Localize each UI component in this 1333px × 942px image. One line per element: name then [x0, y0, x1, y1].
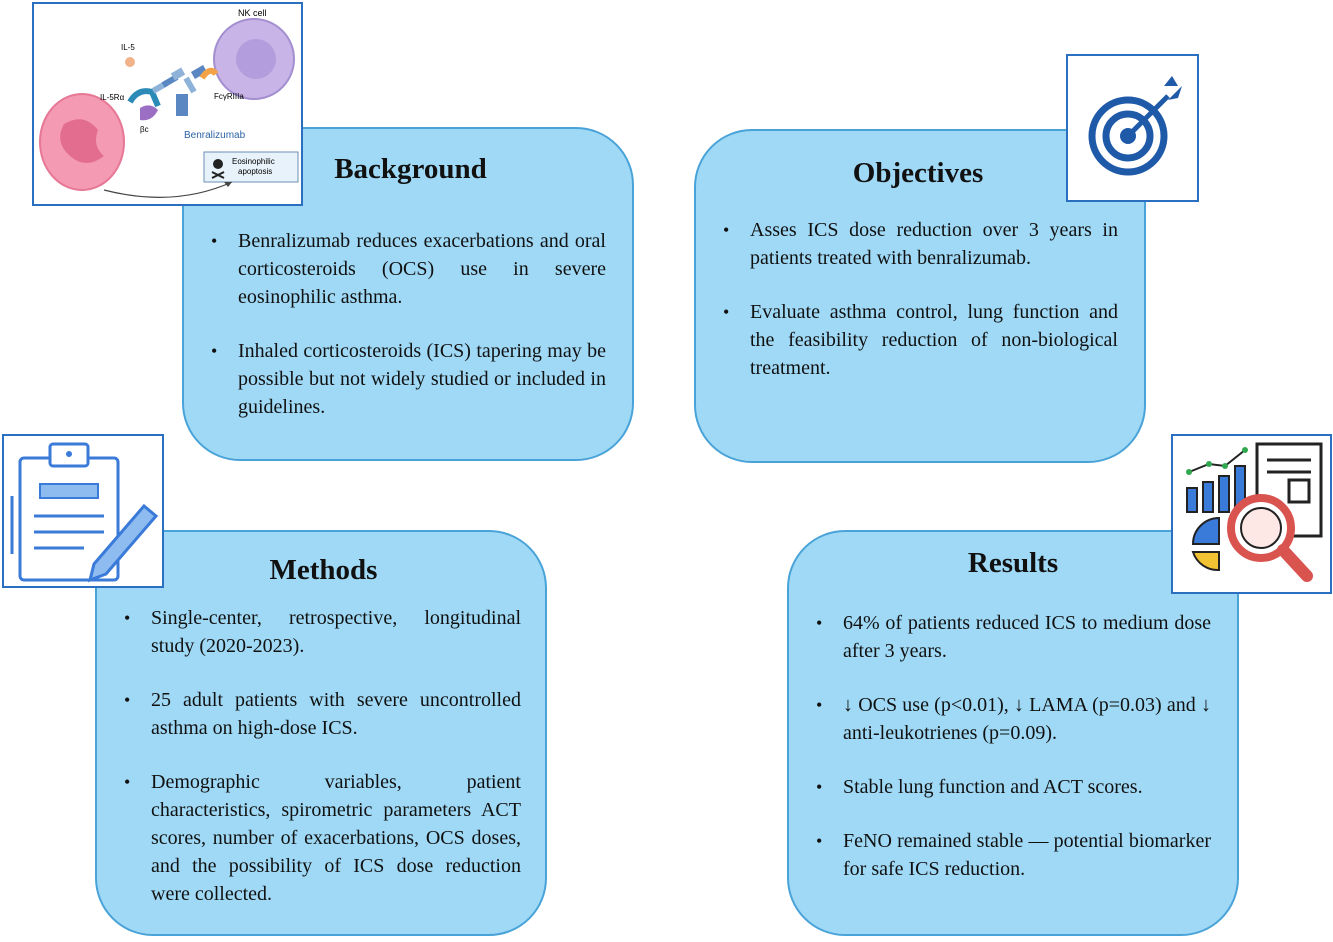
methods-list [151, 604, 521, 934]
il5ra-label: IL-5Rα [100, 93, 125, 102]
methods-icon-box [2, 434, 164, 588]
target-arrow-icon [1068, 56, 1197, 200]
antibody-icon [152, 65, 207, 116]
mechanism-illustration [32, 2, 303, 206]
bc-receptor-icon [140, 105, 158, 120]
list-item: • FeNO remained stable — potential biomarker for safe ICS reduction. [843, 827, 1211, 883]
list-item: • Demographic variables, patient characteristics, spirometric parameters ACT scores, number of exacerbations, OCS doses, and the possibility of ICS dose reduction were collected. [151, 768, 521, 908]
list-item: • 25 adult patients with severe uncontrolled asthma on high-dose ICS. [151, 686, 521, 742]
bc-label: βc [140, 125, 149, 134]
list-item: • Evaluate asthma control, lung function and the feasibility reduction of non-biological treatment. [750, 298, 1118, 382]
nk-cell-label: NK cell [238, 8, 267, 18]
objectives-list [750, 216, 1118, 408]
drug-label: Benralizumab [184, 130, 246, 141]
list-item: • ↓ OCS use (p<0.01), ↓ LAMA (p=0.03) and ↓ anti-leukotrienes (p=0.09). [843, 691, 1211, 747]
results-list [843, 609, 1211, 909]
fcgr-label: FcγRIIIa [214, 92, 244, 101]
list-item: • Single-center, retrospective, longitudinal study (2020-2023). [151, 604, 521, 660]
benralizumab-mechanism-diagram [34, 4, 301, 204]
background-title: Background [334, 153, 487, 185]
il5-receptor-icon [130, 91, 158, 106]
list-item: • Asses ICS dose reduction over 3 years in patients treated with benralizumab. [750, 216, 1118, 272]
list-item: • Benralizumab reduces exacerbations and oral corticosteroids (OCS) use in severe eosinophilic asthma. [238, 227, 606, 311]
clipboard-pencil-icon [4, 436, 162, 586]
results-icon-box [1171, 434, 1332, 594]
analytics-magnifier-icon [1173, 436, 1330, 592]
results-title: Results [967, 547, 1059, 579]
apoptosis-label-2: apoptosis [238, 167, 273, 176]
skull-icon [213, 159, 223, 169]
il5-dot-icon [125, 57, 135, 67]
list-item: • Stable lung function and ACT scores. [843, 773, 1211, 801]
arrow-icon [104, 182, 232, 197]
apoptosis-label-1: Eosinophilic [232, 157, 275, 166]
methods-card [95, 530, 547, 936]
background-list [238, 227, 606, 447]
methods-title: Methods [269, 554, 378, 586]
objectives-icon-box [1066, 54, 1199, 202]
objectives-title: Objectives [852, 157, 984, 189]
list-item: • 64% of patients reduced ICS to medium dose after 3 years. [843, 609, 1211, 665]
il5-label: IL-5 [121, 43, 135, 52]
list-item: • Inhaled corticosteroids (ICS) tapering may be possible but not widely studied or included in guidelines. [238, 337, 606, 421]
fc-receptor-icon [202, 71, 216, 78]
